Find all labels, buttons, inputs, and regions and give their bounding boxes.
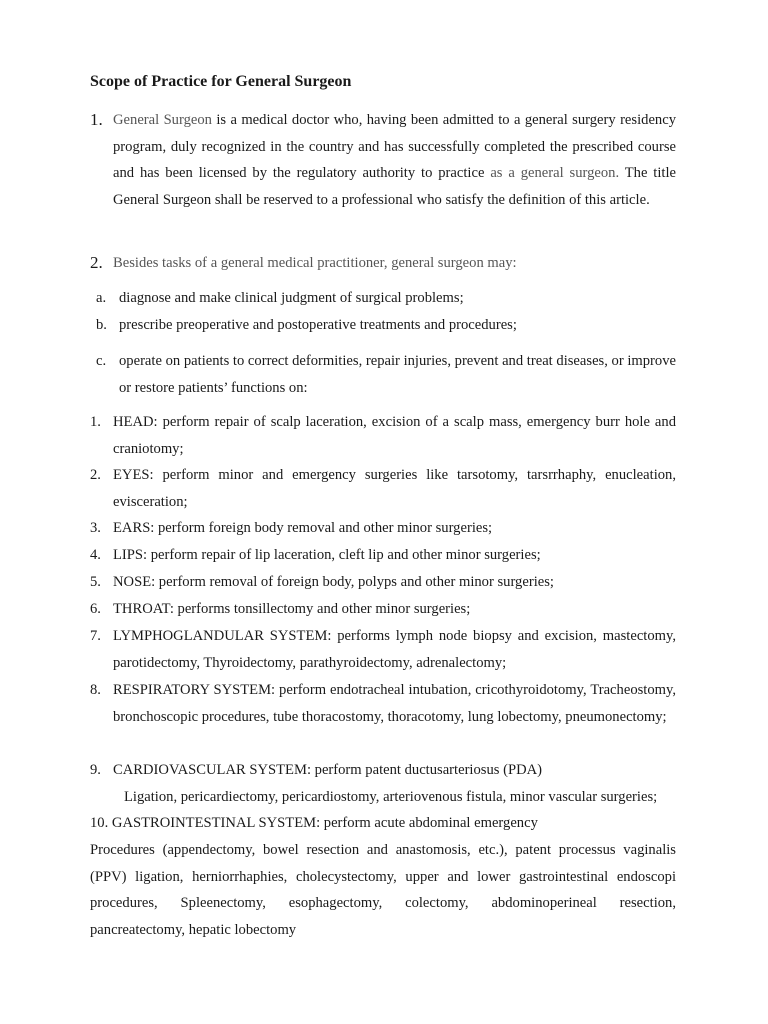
- system-label: 5.: [90, 574, 101, 590]
- subitem-b: [90, 312, 676, 339]
- system-text: NOSE: perform removal of foreign body, polyps and other minor surgeries;: [113, 574, 554, 590]
- system-10-heading: [90, 810, 538, 837]
- system-text: EYES: perform minor and emergency surgeries like tarsotomy, tarsrrhaphy, enucleation, evisceration;: [113, 467, 676, 510]
- article-1: [90, 107, 676, 213]
- system-label: 3.: [90, 520, 101, 536]
- subitem-text: operate on patients to correct deformities, repair injuries, prevent and treat diseases, or improve or restore patients’ functions on:: [119, 353, 676, 396]
- document-title: Scope of Practice for General Surgeon: [90, 73, 352, 90]
- system-label: 8.: [90, 682, 101, 698]
- system-10-continuation: Procedures (appendectomy, bowel resection and anastomosis, etc.), patent processus vaginalis (PPV) ligation, herniorrhaphies, cholecystectomy, upper and lower gastrointestinal endoscopi procedures, Spleenectomy, esophagectomy, colectomy, abdominoperineal resection, pancreatectomy, hepatic lobectomy: [90, 842, 676, 938]
- subitem-a: [90, 285, 676, 312]
- system-text: CARDIOVASCULAR SYSTEM: perform patent ductusarteriosus (PDA): [113, 762, 543, 778]
- system-label: 9.: [90, 762, 101, 778]
- article-1-term: General Surgeon: [113, 112, 212, 128]
- system-text: LIPS: perform repair of lip laceration, cleft lip and other minor surgeries;: [113, 547, 541, 563]
- system-label: 1.: [90, 414, 101, 430]
- system-item: [90, 462, 676, 515]
- article-1-text-a: is a medical doctor who, having been admitted to a general surgery residency program, duly recognized in the country and has successfully completed the prescribed course and has been licensed by the regulatory authority to practice: [113, 112, 676, 182]
- subitem-label: a.: [96, 290, 107, 306]
- system-item: [90, 515, 676, 542]
- system-item: [90, 757, 676, 784]
- system-text: EARS: perform foreign body removal and other minor surgeries;: [113, 520, 493, 536]
- article-1-number: 1.: [90, 110, 103, 129]
- system-item: [90, 542, 676, 569]
- system-item: [90, 569, 676, 596]
- article-1-text-b: The title General Surgeon shall be reserved to a professional who satisfy the definition of this article.: [113, 165, 677, 208]
- system-label: 6.: [90, 601, 101, 617]
- system-item: [90, 596, 676, 623]
- system-9-continuation: Ligation, pericardiectomy, pericardiostomy, arteriovenous fistula, minor vascular surgeries;: [124, 789, 658, 805]
- article-2: [90, 250, 676, 277]
- system-label: 7.: [90, 628, 101, 644]
- system-text: THROAT: performs tonsillectomy and other minor surgeries;: [113, 601, 471, 617]
- article-2-number: 2.: [90, 253, 103, 272]
- subitem-label: c.: [96, 353, 107, 369]
- system-text: RESPIRATORY SYSTEM: perform endotracheal intubation, cricothyroidotomy, Tracheostomy, bronchoscopic procedures, tube thoracostomy, thoracotomy, lung lobectomy, pneumonectomy;: [113, 682, 676, 725]
- subitem-label: b.: [96, 317, 107, 333]
- system-label: 10.: [90, 815, 109, 831]
- system-item: [90, 409, 676, 462]
- system-item: [90, 623, 676, 676]
- article-2-text: Besides tasks of a general medical practitioner, general surgeon may:: [113, 255, 517, 271]
- system-text: LYMPHOGLANDULAR SYSTEM: performs lymph node biopsy and excision, mastectomy, parotidectomy, Thyroidectomy, parathyroidectomy, adrenalectomy;: [113, 628, 676, 671]
- system-label: 2.: [90, 467, 101, 483]
- subitem-text: diagnose and make clinical judgment of surgical problems;: [119, 290, 464, 306]
- article-1-term-2: as a general surgeon.: [490, 165, 620, 182]
- system-item: [90, 677, 676, 730]
- subitem-c: [90, 348, 676, 401]
- system-text: GASTROINTESTINAL SYSTEM: perform acute abdominal emergency: [111, 815, 538, 831]
- system-label: 4.: [90, 547, 101, 563]
- system-text: HEAD: perform repair of scalp laceration, excision of a scalp mass, emergency burr hole and craniotomy;: [113, 414, 676, 457]
- article-1-body: [113, 107, 676, 213]
- subitem-text: prescribe preoperative and postoperative treatments and procedures;: [119, 317, 517, 333]
